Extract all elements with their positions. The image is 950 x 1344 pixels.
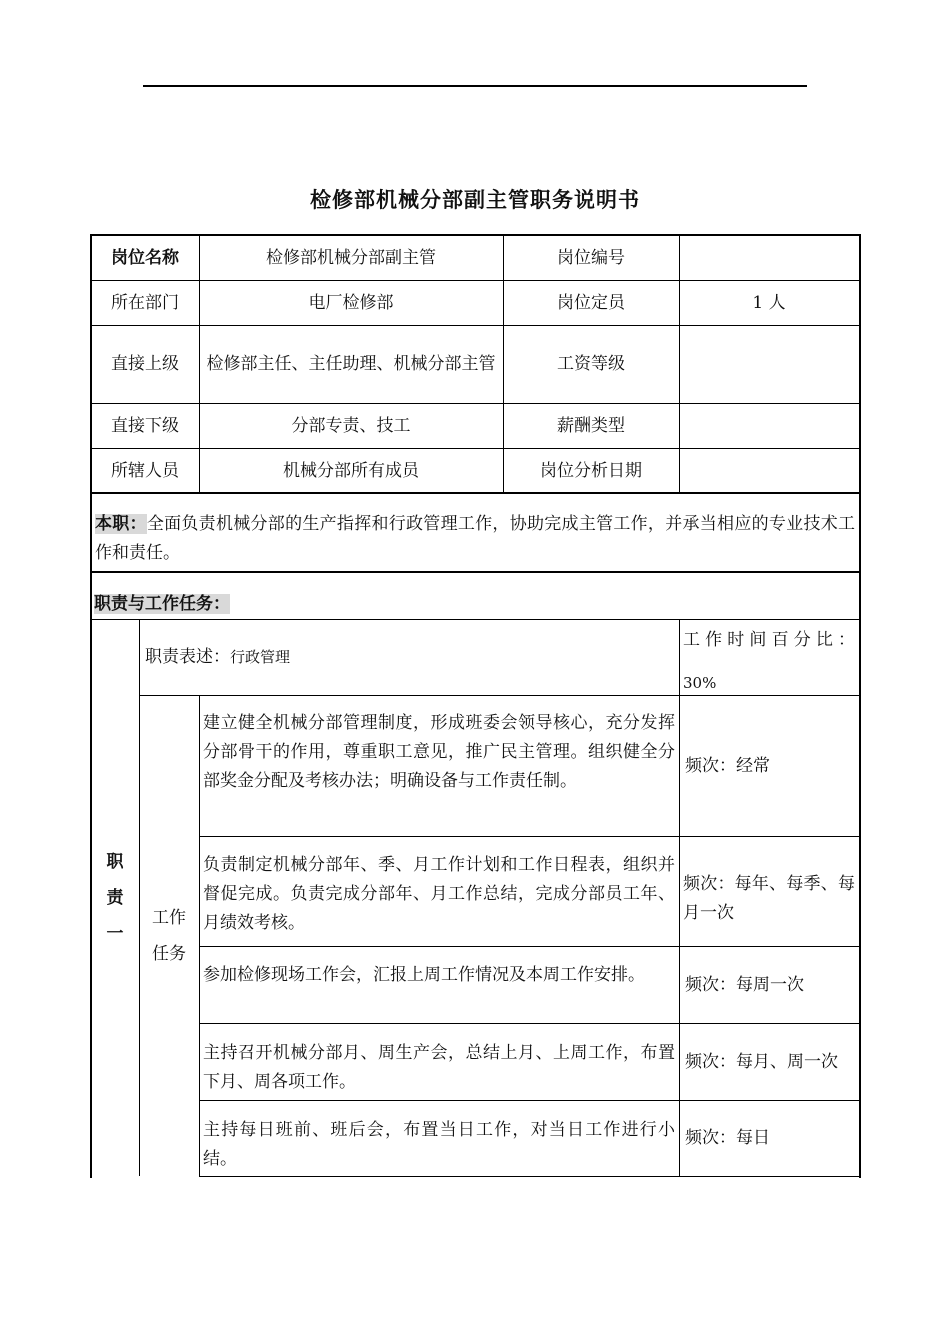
headcount-label: 岗位定员 <box>557 292 625 313</box>
time-percent-value: 30% <box>683 674 717 692</box>
task-freq-4: 频次：每月、周一次 <box>685 1051 838 1072</box>
work-task-line-2: 任务 <box>152 943 186 964</box>
subordinate-value: 分部专责、技工 <box>291 415 411 436</box>
task-freq-3: 频次：每周一次 <box>685 974 804 995</box>
side-char-2: 责 <box>106 887 124 908</box>
work-task-line-1: 工作 <box>152 907 186 928</box>
time-percent-label: 工作时间百分比： <box>683 630 855 650</box>
tasks-heading-row <box>91 589 391 619</box>
staff-value: 机械分部所有成员 <box>283 460 419 481</box>
department-value: 电厂检修部 <box>308 292 394 313</box>
task-text-2: 负责制定机械分部年、季、月工作计划和工作日程表，组织并督促完成。负责完成分部年、月工作总结，完成分部员工年、月绩效考核。 <box>203 855 675 933</box>
desc-value: 行政管理 <box>230 648 291 666</box>
staff-label: 所辖人员 <box>111 460 179 481</box>
position-name-label: 岗位名称 <box>111 247 179 268</box>
task-freq-2: 频次：每年、每季、每月一次 <box>683 874 855 923</box>
pay-type-label: 薪酬类型 <box>557 415 625 436</box>
position-name-value: 检修部机械分部副主管 <box>266 247 436 268</box>
superior-value: 检修部主任、主任助理、机械分部主管 <box>206 354 496 374</box>
side-char-1: 职 <box>106 851 124 872</box>
wage-grade-label: 工资等级 <box>557 354 625 374</box>
responsibility-desc <box>139 619 679 695</box>
task-text-5: 主持每日班前、班后会，布置当日工作，对当日工作进行小结。 <box>203 1120 675 1169</box>
subordinate-label: 直接下级 <box>111 415 179 436</box>
pay-type-value <box>679 403 859 448</box>
task-freq-5: 频次：每日 <box>685 1128 770 1148</box>
wage-grade-value <box>679 325 859 403</box>
desc-label: 职责表述： <box>145 647 230 667</box>
task-freq-1: 频次：经常 <box>685 755 770 776</box>
task-text-1: 建立健全机械分部管理制度，形成班委会领导核心，充分发挥分部骨干的作用，尊重职工意见，推广民主管理。组织健全分部奖金分配及考核办法；明确设备与工作责任制。 <box>203 713 675 791</box>
task-text-3: 参加检修现场工作会，汇报上周工作情况及本周工作安排。 <box>203 965 645 985</box>
side-char-3: 一 <box>106 923 124 944</box>
position-code-label: 岗位编号 <box>557 247 625 268</box>
analysis-date-label: 岗位分析日期 <box>540 460 642 481</box>
work-task-label <box>139 695 199 1176</box>
job-duty <box>91 510 859 570</box>
analysis-date-value <box>679 448 859 493</box>
department-label: 所在部门 <box>111 292 179 313</box>
tasks-heading: 职责与工作任务： <box>94 594 230 614</box>
superior-label: 直接上级 <box>111 354 179 374</box>
job-duty-text: 全面负责机械分部的生产指挥和行政管理工作，协助完成主管工作，并承当相应的专业技术工作和责任。 <box>95 514 856 563</box>
header-rule <box>143 85 807 87</box>
position-code-value <box>679 235 859 280</box>
job-duty-label: 本职： <box>95 514 147 534</box>
task-text-4: 主持召开机械分部月、周生产会，总结上月、上周工作，布置下月、周各项工作。 <box>203 1043 675 1092</box>
responsibility-side-label <box>91 619 139 1176</box>
headcount-value: 1 人 <box>752 292 786 313</box>
document-title: 检修部机械分部副主管职务说明书 <box>310 188 640 212</box>
